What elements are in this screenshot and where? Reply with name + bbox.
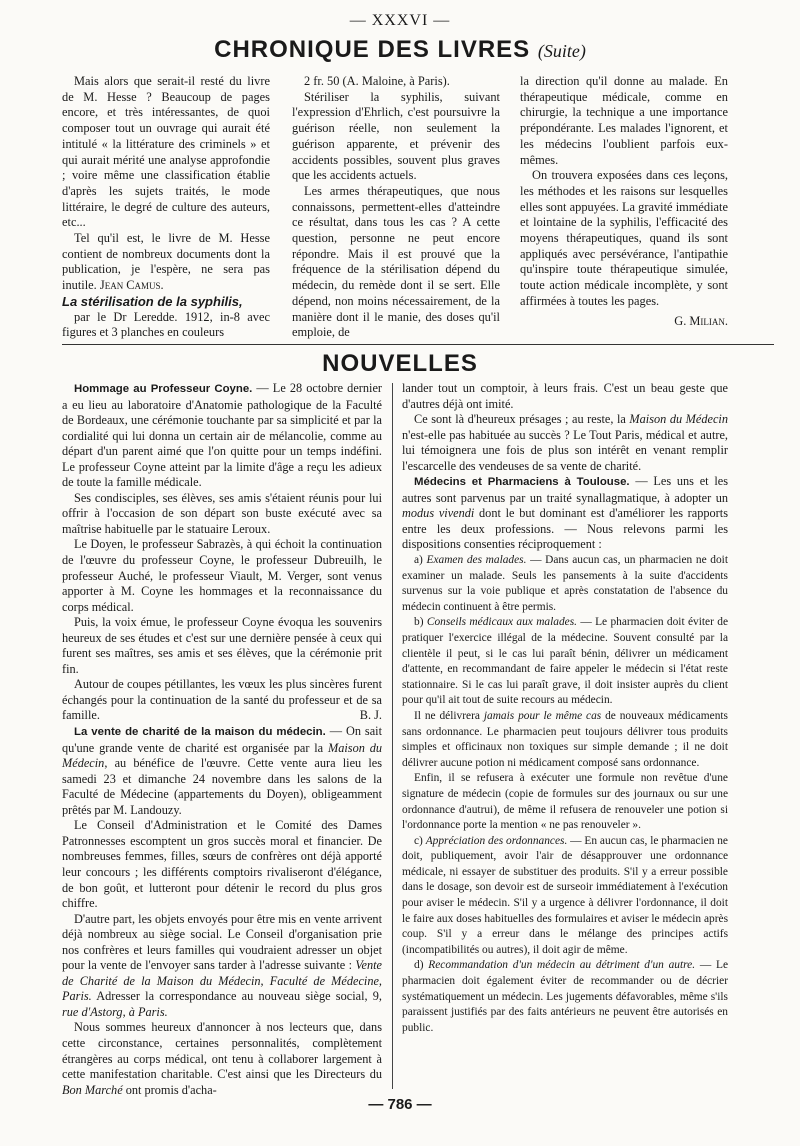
paragraph: Le Conseil d'Administration et le Comité des Dames Patronnesses escomptent un gros succès moral et financier. De nombreuses femmes, filles, sœurs de confrères ont déjà apporté leur concours ; les différents comptoirs rivaliseront d'élégance, de bon goût, et lutteront pour détenir le record du plus gros chiffre.: [62, 818, 382, 911]
italic-text: Bon Marché: [62, 1082, 123, 1097]
list-marker: c): [414, 834, 426, 847]
paragraph: Puis, la voix émue, le professeur Coyne évoqua les souvenirs heureux de ses études et c'est sur une dernière pensée à ceux qui furent ses maîtres, ses amis et ses élèves, que la cérémonie prit fin.: [62, 615, 382, 676]
italic-text: Maison du Médecin: [629, 412, 728, 427]
paragraph: Enfin, il se refusera à exécuter une formule non revêtue d'une signature de médecin (copie de formules sur des journaux ou sur une ordonnance d'autrui), de même il refusera de renouveler une potion si l'ordonnance porte la mention « ne pas renouveler ».: [402, 772, 728, 832]
paragraph: [62, 677, 382, 724]
paragraph-text: — Le 28 octobre dernier a eu lieu au laboratoire d'Anatomie pathologique de la Faculté de Bordeaux, une cérémonie touchante par sa simplicité et par la cordialité qui lui donna un certain air de mélancolie, comme au départ d'un parent aimé que l'on quitte pour un temps indéfini. Le professeur Coyne atteint par la limite d'âge a reçu les adieux de toute la famille médicale.: [62, 381, 382, 490]
italic-text: Appréciation des ordonnances.: [425, 834, 568, 847]
book-reference: par le Dr Leredde. 1912, in-8 avec figures et 3 planches en couleurs: [62, 309, 270, 340]
paragraph-text: — Le pharmacien doit également éviter de recommander ou de décrier systématiquement un médecin. Les jugements défavorables, même s'ils paraissent justifiés par des faits antérieurs ne peuvent être autorisés en public.: [402, 959, 729, 1034]
chronique-heading: [0, 36, 800, 64]
list-marker: d): [414, 959, 429, 972]
signature: B. J.: [359, 708, 382, 723]
paragraph: [62, 231, 270, 294]
paragraph-text: n'est-elle pas habituée au succès ? Le Tout Paris, médical et autre, lui témoignera une fois de plus son intérêt en venant remplir l'escarcelle des vendeuses de sa vente de charité.: [402, 427, 728, 473]
italic-text: Maison du Médecin: [62, 740, 382, 771]
paragraph: [402, 709, 728, 771]
dispositions-list: [402, 553, 728, 1036]
paragraph-text: , au bénéfice de l'œuvre. Cette vente aura lieu les samedi 23 et dimanche 24 novembre dans les salons de la Faculté de Médecine (appartements du Doyen), obligeamment prêtés par M. Landouzy.: [62, 756, 382, 817]
list-item: [402, 615, 728, 709]
italic-text: Recommandation d'un médecin au détriment d'un autre.: [428, 959, 696, 972]
chronique-column-2: [292, 74, 500, 341]
section-suite: (Suite): [537, 41, 586, 61]
paragraph-text: Nous sommes heureux d'annoncer à nos lecteurs que, dans cette circonstance, certaines personnalités, complètement étrangères au corps médical, ont tenu à collaborer largement à cette manifestation charitable. C'est ainsi que les Directeurs du: [62, 1020, 382, 1082]
paragraph: Ses condisciples, ses élèves, ses amis s'étaient réunis pour lui offrir à l'occasion de son départ son buste exécuté avec sa maîtrise habituelle par le statuaire Leroux.: [62, 490, 382, 536]
paragraph: [402, 412, 728, 474]
page-number: — 786 —: [368, 1096, 432, 1113]
news-heading: Médecins et Pharmaciens à Toulouse.: [414, 476, 630, 489]
paragraph-text: — Le pharmacien doit éviter de pratiquer l'exercice illégal de la médecine. Souvent consulté par la clientèle il peut, si le cas lui paraît bénin, délivrer un médicament d'attente, en recommandant de faire appeler le médecin si l'état reste stationnaire. Si le cas lui paraît grave, il doit insister auprès du client pour qu'il ait tout de suite recours au médecin.: [402, 616, 728, 707]
list-item: [402, 958, 728, 1036]
paragraph: lander tout un comptoir, à leurs frais. C'est un beau geste que d'autres déjà ont imité.: [402, 381, 728, 411]
chronique-column-3: [520, 74, 728, 329]
nouvelles-left-column: [62, 381, 382, 1098]
nouvelles-right-column: [402, 381, 728, 1036]
signature: Jean Camus.: [99, 278, 164, 293]
paragraph-text: Autour de coupes pétillantes, les vœux les plus sincères furent échangés pour la continuation de la santé du professeur et de sa famille.: [62, 677, 382, 723]
paragraph-text: — Dans aucun cas, un pharmacien ne doit examiner un malade. Seuls les pansements à la suite d'accidents survenus sur la voie publique et après constatation de l'absence du médecin continuent à être permis.: [402, 554, 728, 613]
paragraph-text: de nouveaux médicaments sans ordonnance. Le pharmacien peut toujours délivrer tous produits simples et officinaux non toxiques sur simple demande ; il ne doit délivrer aucune potion ni médicament composé sans ordonnance.: [402, 709, 728, 769]
paragraph-text: — On sait qu'une grande vente de charité est organisée par la: [62, 724, 382, 755]
section-divider: [62, 344, 774, 345]
paragraph-text: D'autre part, les objets envoyés pour être mis en vente arrivent déjà nombreux au siège social. Le Conseil d'organisation prie nos confrères et leurs familles qui voudraient adresser un objet pour la vente de l'envoyer sans tarder à l'adresse suivante :: [62, 911, 382, 973]
italic-text: Vente de Charité de la Maison du Médecin, Faculté de Médecine, Paris.: [62, 958, 382, 1004]
paragraph-text: Il ne délivrera: [414, 709, 484, 722]
italic-text: rue d'Astorg, à Paris.: [62, 1004, 168, 1019]
paragraph: [62, 381, 382, 491]
paragraph: Le Doyen, le professeur Sabrazès, à qui échoit la continuation de l'œuvre du professeur Coyne, le professeur Dubreuilh, le professeur Auché, le professeur Viault, M. Verger, sont venus apporter à M. Coyne les hommages et la reconnaissance du corps médical.: [62, 537, 382, 614]
paragraph-text: dont le but dominant est d'améliorer les rapports entre les deux professions. — Nous relevons parmi les dispositions consenties réciproquement :: [402, 506, 728, 552]
paragraph: 2 fr. 50 (A. Maloine, à Paris).: [304, 74, 450, 88]
list-item: [402, 834, 728, 959]
paragraph-text: Tel qu'il est, le livre de M. Hesse contient de nombreux documents dont la publication, je l'espère, ne sera pas inutile.: [62, 231, 270, 293]
chronique-column-1: [62, 74, 270, 341]
italic-text: jamais pour le même cas: [483, 709, 602, 722]
italic-text: Examen des malades.: [426, 554, 527, 567]
paragraph: On trouvera exposées dans ces leçons, les méthodes et les raisons sur lesquelles elles sont appuyées. La gravité immédiate et lointaine de la syphilis, l'efficacité des moyens thérapeutiques, quand ils sont appliqués avec persévérance, l'antipathie qu'inspire toute thérapeutique simulée, toute action médicale incomplète, y sont affirmées à toutes les pages.: [520, 168, 728, 308]
column-divider: [392, 383, 393, 1089]
paragraph: [402, 474, 728, 553]
italic-text: Conseils médicaux aux malades.: [426, 616, 578, 629]
italic-text: modus vivendi: [402, 506, 475, 521]
paragraph-text: — En aucun cas, le pharmacien ne doit, publiquement, avoir l'air de désapprouver une ordonnance médicale, ni essayer de substituer des produits. S'il y a erreur possible dans le dosage, son devoir est de surseoir immédiatement à l'exécution pour aviser le médecin. S'il y a urgence à délivrer l'ordonnance, il doit le faire aux doses habituelles des formulaires et aviser le médecin après coup. S'il y a erreur dans le mélange des principes actifs (incompatibilités ou autres), il doit agir de même.: [402, 834, 728, 956]
paragraph: la direction qu'il donne au malade. En thérapeutique médicale, comme en chirurgie, la technique a une importance prépondérante. Les malades l'ignorent, et les médecins l'oublient parfois eux-mêmes.: [520, 74, 728, 167]
roman-page-number: — XXXVI —: [349, 12, 451, 29]
news-heading: La vente de charité de la maison du médecin.: [74, 726, 326, 739]
news-heading: Hommage au Professeur Coyne.: [74, 383, 253, 395]
paragraph: [62, 724, 382, 818]
paragraph: Mais alors que serait-il resté du livre de M. Hesse ? Beaucoup de pages encore, et très intéressantes, de quoi composer tout un ouvrage qui aurait été intitulé « la littérature des criminels » et qui aurait mérité une analyse approfondie ; voire même une classification établie d'après les sujets traités, le mode littéraire, le degré de culture des auteurs, etc...: [62, 74, 270, 230]
nouvelles-heading: NOUVELLES: [322, 350, 478, 377]
list-marker: b): [414, 616, 427, 629]
paragraph-text: Ce sont là d'heureux présages ; au reste, la: [414, 412, 630, 427]
list-marker: a): [414, 554, 427, 567]
section-title: CHRONIQUE DES LIVRES: [214, 36, 531, 63]
paragraph: [62, 1020, 382, 1098]
book-title: La stérilisation de la syphilis,: [62, 293, 243, 309]
paragraph-text: — Les uns et les autres sont parvenus par un traité synallagmatique, à adopter un: [402, 474, 729, 505]
list-item: [402, 553, 728, 615]
signature: G. Milian.: [674, 313, 728, 328]
paragraph-text: ont promis d'acha-: [122, 1082, 217, 1097]
paragraph: Stériliser la syphilis, suivant l'expression d'Ehrlich, c'est poursuivre la guérison réelle, non seulement la guérison apparente, et prévenir des accidents possibles, souvent plus graves que les accidents actuels.: [292, 89, 500, 183]
paragraph-text: Adresser la correspondance au nouveau siège social, 9,: [91, 989, 382, 1004]
paragraph: [62, 912, 382, 1021]
paragraph: Les armes thérapeutiques, que nous connaissons, permettent-elles d'atteindre ce résultat, dans tous les cas ? A cette question, personne ne peut encore répondre. Mais il est prouvé que la fréquence de la stérilisation dépend du médecin, du remède dont il se sert. Elle dépend, non moins nécessairement, de la manière dont il le manie, des doses qu'il emploie, de: [292, 183, 500, 340]
